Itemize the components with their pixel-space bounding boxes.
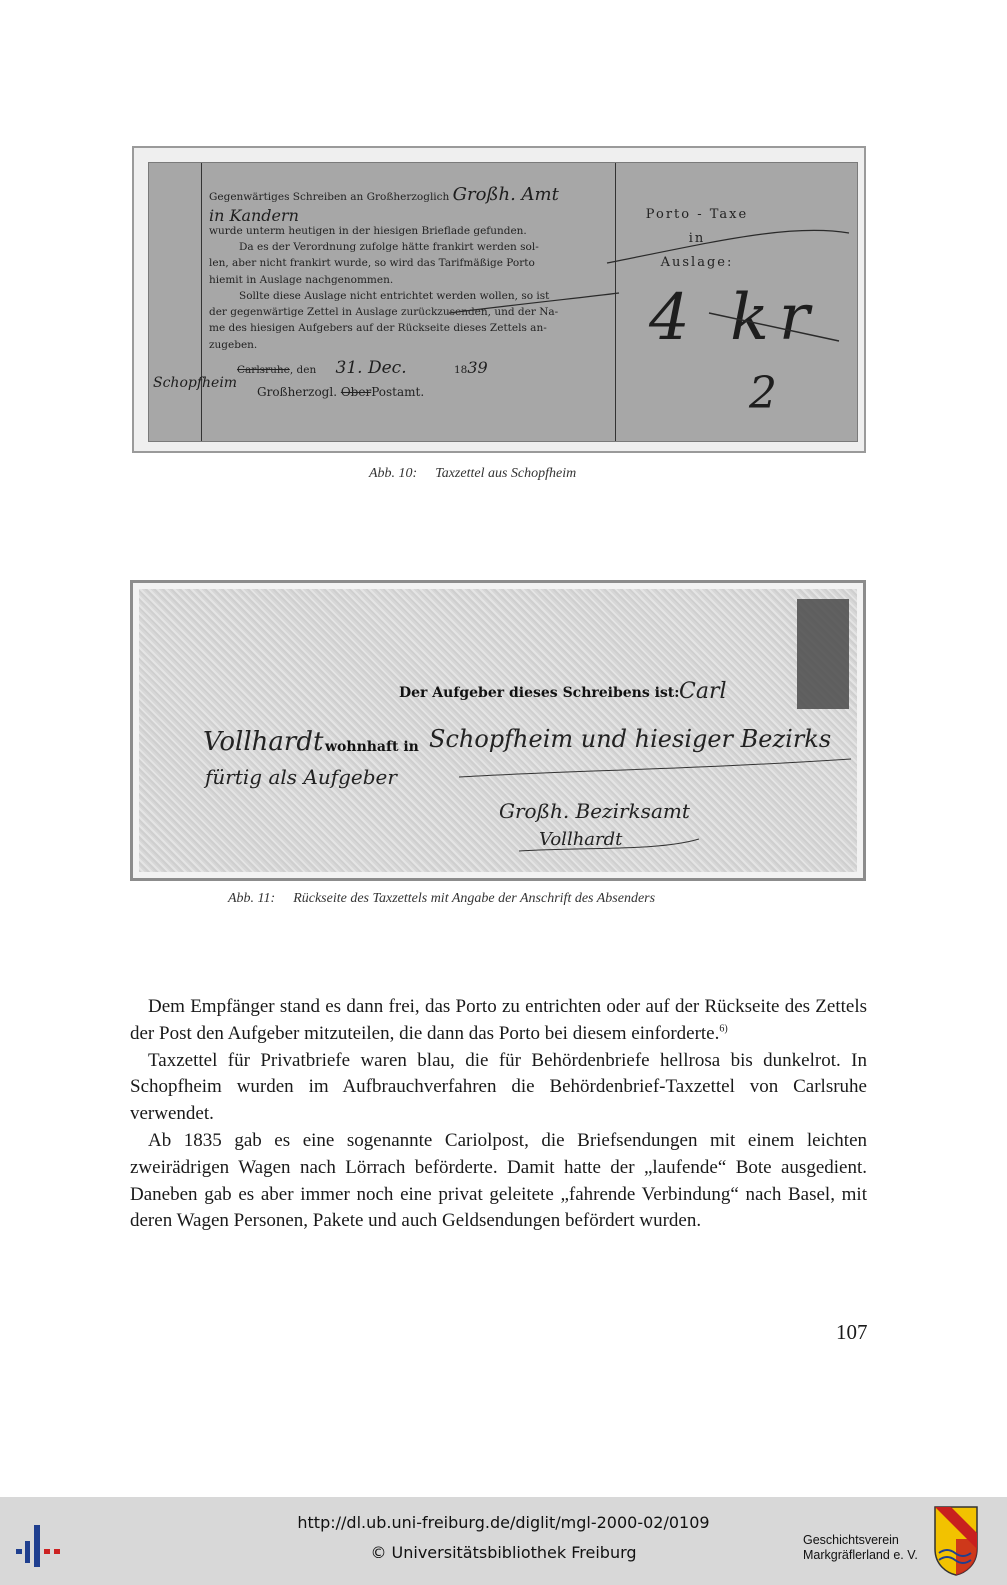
figure-taxzettel-back <box>130 580 866 881</box>
taxzettel-back-photo <box>139 589 857 872</box>
handwriting-h1: Carl <box>679 679 727 704</box>
paragraph: Taxzettel für Privatbriefe waren blau, die für Behördenbriefe hellrosa bis dunkelrot. In Schopfheim wurden im Aufbrauchverfahren die Behördenbrief-Taxzettel von Carlsruhe verwendet. <box>130 1049 867 1125</box>
society-name: Geschichtsverein Markgräflerland e. V. <box>803 1533 918 1562</box>
porto-amount: 4 kr <box>649 281 820 355</box>
handwriting-h3: Schopfheim und hiesiger Bezirks <box>429 725 832 753</box>
printed-line-aufgeber: Der Aufgeber dieses Schreibens ist: <box>399 685 680 701</box>
pen-strokes <box>149 163 857 441</box>
body-text <box>130 994 867 1235</box>
coat-of-arms-icon <box>933 1505 979 1577</box>
paragraph: Dem Empfänger stand es dann frei, das Porto zu entrichten oder auf der Rückseite des Zettels der Post den Aufgeber mitzuteilen, die dann das Porto bei diesem einforderte.$^{6)}$ <box>130 996 867 1044</box>
figure-taxzettel <box>132 146 866 453</box>
footnote-ref[interactable]: 6) <box>719 1023 728 1035</box>
document-url[interactable]: http://dl.ub.uni-freiburg.de/diglit/mgl-2000-02/0109 <box>297 1513 710 1532</box>
handwriting-h6: Vollhardt <box>539 829 623 850</box>
handwriting-h2: Vollhardt <box>203 727 324 757</box>
paragraph: Ab 1835 gab es eine sogenannte Cariolpost, die Briefsendungen mit einem leichten zweirädrigen Wagen nach Lörrach beförderte. Damit hatte der „laufende“ Bote ausgedient. Daneben gab es aber immer noch eine privat geleitete „fahrende Verbindung“ nach Basel, mit deren Wagen Personen, Pakete und auch Geldsendungen befördert wurden. <box>130 1129 867 1232</box>
taxzettel-printed-text: Gegenwärtiges Schreiben an Großherzoglich Großh. Amt in Kandern wurde unterm heutigen in der hiesigen Brieflade gefunden. Da es der Verordnung zufolge hätte frankirt werden sol- len, aber nicht frankirt wurde, so wird das Tarifmäßige Porto hiemit in Auslage nachgenommen. Sollte diese Auslage nicht entrichtet werden wollen, so ist der gegenwärtige Zettel in Auslage zurückzusenden, und der Na- me des hiesigen Aufgebers auf der Rückseite dieses Zettels an- zugeben. Carlsruhe, den 31. Dec. 1839 Großherzogl. OberPostamt. <box>209 184 559 400</box>
porto-taxe-heading: Porto - Taxe in Auslage: <box>645 207 749 271</box>
pen-strokes-back <box>139 589 857 872</box>
copyright-notice: © Universitätsbibliothek Freiburg <box>370 1543 637 1562</box>
figure-caption: Abb. 11: Rückseite des Taxzettels mit Angabe der Anschrift des Absenders <box>228 891 656 906</box>
printed-line-wohnhaft: wohnhaft in <box>325 739 419 755</box>
taxzettel-photo <box>148 162 858 442</box>
handwriting-h4: fürtig als Aufgeber <box>205 765 397 789</box>
page-number: 107 <box>836 1320 868 1344</box>
handwriting-h5: Großh. Bezirksamt <box>499 799 690 823</box>
figure-caption: Abb. 10: Taxzettel aus Schopfheim <box>369 466 577 481</box>
footer-bar <box>0 1497 1007 1585</box>
porto-amount-2: 2 <box>749 368 777 419</box>
side-handwriting: Schopfheim <box>153 375 238 391</box>
